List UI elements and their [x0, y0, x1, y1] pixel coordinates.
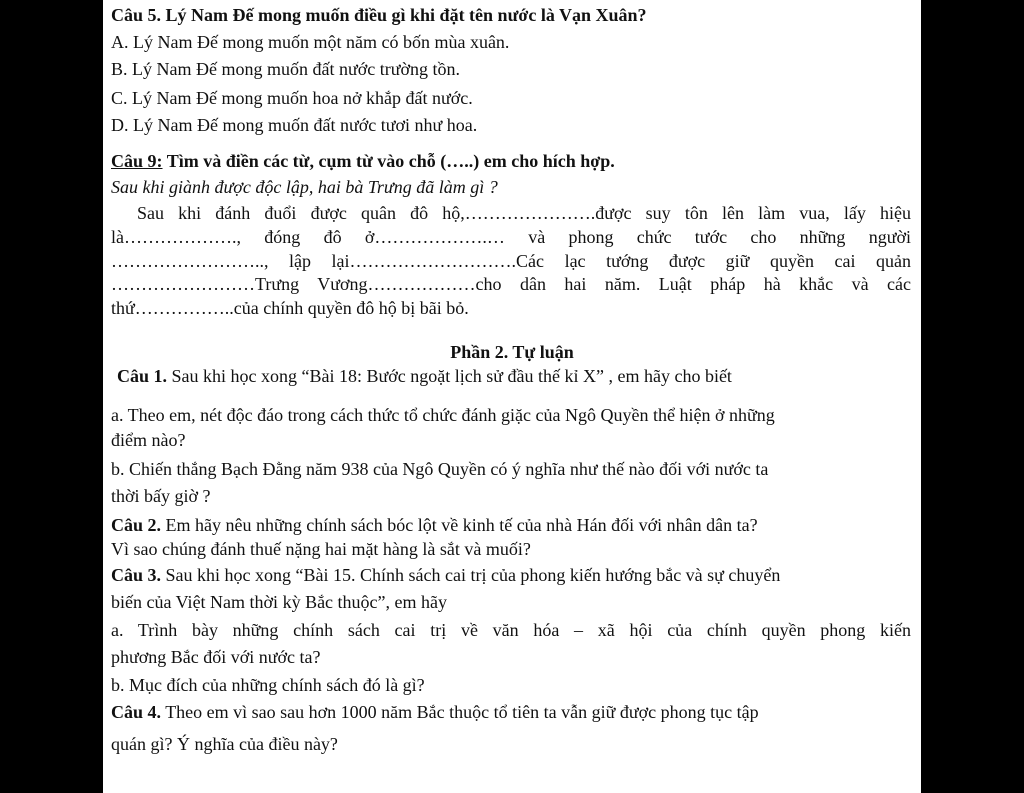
p2-q1-text: Sau khi học xong “Bài 18: Bước ngoặt lịch sử đầu thế kỉ X” , em hãy cho biết	[167, 366, 732, 386]
p2-q3-line-2: biến của Việt Nam thời kỳ Bắc thuộc”, em hãy	[111, 592, 448, 612]
p2-q3a-line-1: a. Trình bày những chính sách cai trị về văn hóa – xã hội của chính quyền phong kiến	[111, 620, 911, 640]
p2-q3	[111, 563, 911, 587]
part2-heading: Phần 2. Tự luận	[450, 342, 574, 362]
p2-q2	[111, 513, 911, 537]
p2-q1b-line-2: thời bấy giờ ?	[111, 486, 211, 506]
q9-fill-line-3: …………………….., lập lại……………………….Các lạc tướng được giữ quyền cai quản	[111, 251, 911, 271]
p2-q2-label: Câu 2.	[111, 515, 162, 535]
p2-q4-text: Theo em vì sao sau hơn 1000 năm Bắc thuộc tổ tiên ta vẫn giữ được phong tục tập	[161, 702, 759, 722]
p2-q4	[111, 700, 911, 724]
p2-q3a-line-2: phương Bắc đối với nước ta?	[111, 647, 321, 667]
q5-title: Câu 5. Lý Nam Đế mong muốn điều gì khi đặt tên nước là Vạn Xuân?	[111, 5, 647, 25]
q9-fill-line-1: Sau khi đánh đuổi được quân đô hộ,………………….được suy tôn lên làm vua, lấy hiệu	[137, 203, 911, 223]
q5-option-a: A. Lý Nam Đế mong muốn một năm có bốn mùa xuân.	[111, 32, 510, 52]
q5-option-c: C. Lý Nam Đế mong muốn hoa nở khắp đất nước.	[111, 88, 473, 108]
p2-q4-label: Câu 4.	[111, 702, 162, 722]
p2-q1b-line-1: b. Chiến thắng Bạch Đằng năm 938 của Ngô Quyền có ý nghĩa như thế nào đối với nước ta	[111, 459, 769, 479]
q9-subtitle: Sau khi giành được độc lập, hai bà Trưng đã làm gì ?	[111, 177, 498, 197]
q9-title-text: Tìm và điền các từ, cụm từ vào chỗ (…..) em cho hích hợp.	[162, 151, 615, 171]
p2-q3-label: Câu 3.	[111, 565, 162, 585]
q5-option-d: D. Lý Nam Đế mong muốn đất nước tươi như hoa.	[111, 115, 478, 135]
p2-q1a-line-2: điểm nào?	[111, 430, 186, 450]
q9-label: Câu 9:	[111, 151, 163, 171]
q9-fill-line-4: ……………………Trưng Vương………………cho dân hai năm. Luật pháp hà khắc và các	[111, 274, 911, 294]
q9-title	[111, 149, 911, 173]
p2-q3b: b. Mục đích của những chính sách đó là gì?	[111, 675, 425, 695]
document-page	[103, 0, 921, 793]
p2-q1a-line-1: a. Theo em, nét độc đáo trong cách thức tổ chức đánh giặc của Ngô Quyền thể hiện ở những	[111, 405, 775, 425]
p2-q2-line-2: Vì sao chúng đánh thuế nặng hai mặt hàng là sắt và muối?	[111, 539, 531, 559]
q9-fill-line-2: là………………., đóng đô ở……………….… và phong chức tước cho những người	[111, 227, 911, 247]
p2-q1	[117, 364, 911, 388]
q9-fill-line-5: thứ……………..của chính quyền đô hộ bị bãi bỏ.	[111, 298, 469, 318]
p2-q4-line-2: quán gì? Ý nghĩa của điều này?	[111, 734, 338, 754]
p2-q2-text: Em hãy nêu những chính sách bóc lột về kinh tế của nhà Hán đối với nhân dân ta?	[161, 515, 758, 535]
p2-q1-label: Câu 1.	[117, 366, 168, 386]
p2-q3-text: Sau khi học xong “Bài 15. Chính sách cai trị của phong kiến hướng bắc và sự chuyển	[161, 565, 781, 585]
q5-option-b: B. Lý Nam Đế mong muốn đất nước trường tồn.	[111, 59, 461, 79]
